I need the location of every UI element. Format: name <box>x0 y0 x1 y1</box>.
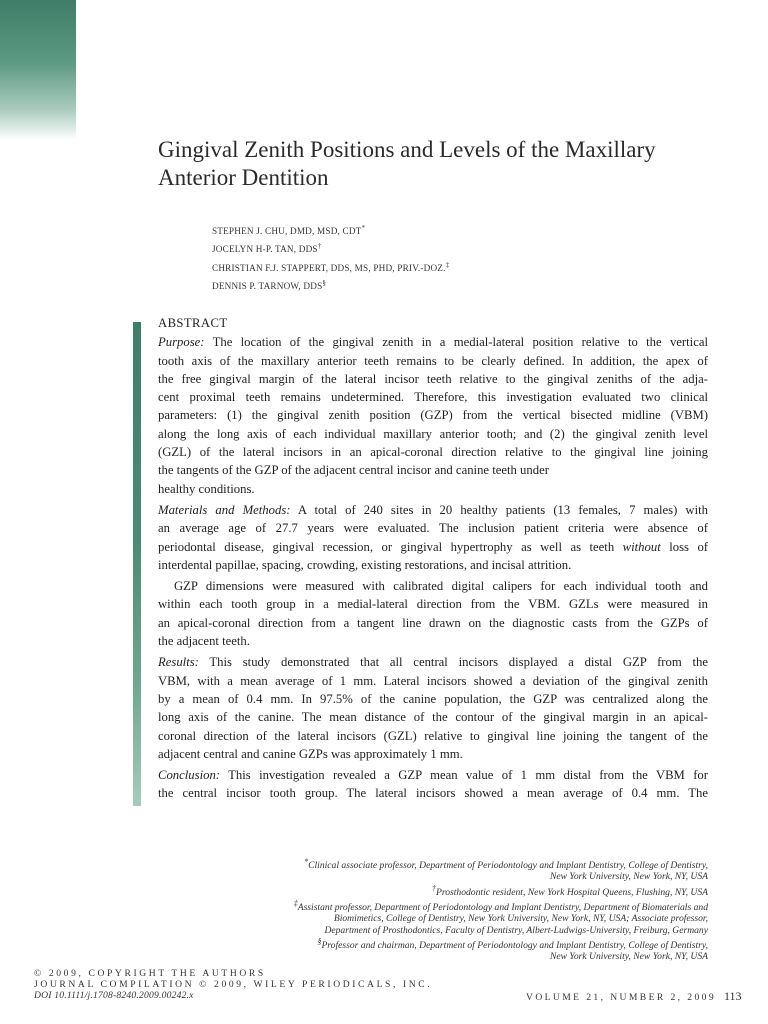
footnote-line <box>160 883 708 898</box>
abstract-line: long axis of the canine. The mean distance of the contour of the gingival margin in an apical- <box>158 710 708 725</box>
abstract-accent-bar <box>133 322 141 806</box>
author-mark: * <box>361 224 366 232</box>
abstract-conclusion <box>158 766 708 803</box>
footnote-mark: § <box>317 936 322 946</box>
author-name: DENNIS P. TARNOW, DDS <box>212 280 323 291</box>
abstract-line: (GZL) of the lateral incisors in an apical-coronal direction relative to the gingival line joining <box>158 445 708 460</box>
abstract-line: the adjacent teeth. <box>158 634 250 649</box>
abstract-heading: ABSTRACT <box>158 316 228 330</box>
methods-text: periodontal disease, gingival recession, or gingival hypertrophy as well as teeth <box>158 539 615 554</box>
abstract-line: the free gingival margin of the lateral incisor teeth relative to the gingival zeniths of the adja- <box>158 371 708 386</box>
footnote-text: Prosthodontic resident, New York Hospital Queens, Flushing, NY, USA <box>435 886 708 898</box>
abstract-line: the tangents of the GZP of the adjacent central incisor and canine teeth under <box>158 463 549 478</box>
purpose-text: The location of the gingival zenith in a medial-lateral position relative to the vertical <box>212 335 708 350</box>
abstract-line: adjacent central and canine GZPs was approximately 1 mm. <box>158 746 463 761</box>
footnote-text: Professor and chairman, Department of Periodontology and Implant Dentistry, College of Dentistry, <box>321 939 708 951</box>
abstract-line <box>158 653 708 671</box>
abstract-results <box>158 653 708 763</box>
conclusion-text: This investigation revealed a GZP mean value of 1 mm distal from the VBM for <box>228 768 708 783</box>
footnote-line: New York University, New York, NY, USA <box>549 951 708 963</box>
doi-link[interactable]: DOI 10.1111/j.1708-8240.2009.00242.x <box>34 990 194 1001</box>
abstract-line: an apical-coronal direction from a tangent line drawn on the diagnostic casts from the GZPs of <box>158 615 708 630</box>
author-name: JOCELYN H-P. TAN, DDS <box>212 244 318 255</box>
copyright-block <box>34 968 432 1001</box>
abstract-line: interdental papillae, spacing, crowding, existing restorations, and incisal attrition. <box>158 557 572 572</box>
footnote-line: Biomimetics, College of Dentistry, New York University, New York, NY, USA; Associate professor, <box>333 913 708 925</box>
corner-color-band <box>0 0 76 140</box>
abstract-line: coronal direction of the lateral incisors (GZL) relative to gingival line joining the tangent of the <box>158 728 708 743</box>
author-mark: † <box>317 242 322 251</box>
abstract-gzp-paragraph <box>158 577 708 650</box>
author-item <box>212 276 449 294</box>
abstract-methods <box>158 501 708 574</box>
methods-text: A total of 240 sites in 20 healthy patients (13 females, 7 males) with <box>297 502 708 517</box>
footnote-text: Clinical associate professor, Department of Periodontology and Implant Dentistry, College of Dentistry, <box>308 860 708 872</box>
author-name: CHRISTIAN F.J. STAPPERT, DDS, MS, PHD, PRIV.-DOZ. <box>212 262 446 273</box>
author-item <box>212 221 449 239</box>
results-label: Results: <box>158 655 199 670</box>
author-mark: ‡ <box>445 260 450 269</box>
author-footnotes <box>160 856 708 962</box>
footnote-text: Assistant professor, Department of Periodontology and Implant Dentistry, Department of Biomaterials and <box>297 902 708 914</box>
methods-label: Materials and Methods: <box>158 502 291 517</box>
abstract-line <box>158 766 708 784</box>
copyright-line: © 2009, COPYRIGHT THE AUTHORS <box>34 968 266 979</box>
footnote-line: Department of Prosthodontics, Faculty of Dentistry, Albert-Ludwigs-University, Freiburg, Germany <box>324 924 708 936</box>
title-line-1: Gingival Zenith Positions and Levels of the Maxillary <box>158 137 656 162</box>
abstract-line: parameters: (1) the gingival zenith position (GZP) from the vertical bisected midline (VBM) <box>158 408 708 423</box>
abstract-line: VBM, with a mean average of 1 mm. Lateral incisors showed a deviation of the gingival zenith <box>158 673 708 688</box>
abstract-line <box>158 501 708 519</box>
abstract-line: an average age of 27.7 years were evaluated. The inclusion patient criteria were absence of <box>158 521 708 536</box>
author-item <box>212 239 449 257</box>
author-mark: § <box>322 278 327 287</box>
methods-emphasis: without <box>622 539 661 554</box>
article-title <box>158 136 728 192</box>
purpose-label: Purpose: <box>158 335 205 350</box>
methods-text: loss of <box>669 539 709 554</box>
abstract-line <box>158 538 708 556</box>
journal-compilation-line: JOURNAL COMPILATION © 2009, WILEY PERIODICALS, INC. <box>34 979 433 990</box>
abstract-line: within each tooth group in a medial-lateral direction from the VBM. GZLs were measured in <box>158 597 708 612</box>
abstract-line <box>158 333 708 351</box>
abstract-line: along the long axis of each individual maxillary anterior tooth; and (2) the gingival zenith level <box>158 426 708 441</box>
author-list <box>212 221 449 294</box>
abstract <box>158 314 708 806</box>
abstract-line: tooth axis of the maxillary anterior teeth remains to be clearly defined. In addition, the apex of <box>158 353 708 368</box>
volume-info: VOLUME 21, NUMBER 2, 2009 <box>526 992 717 1003</box>
abstract-line: by a mean of 0.4 mm. In 97.5% of the canine population, the GZP was centralized along the <box>158 691 708 706</box>
abstract-line <box>158 577 708 595</box>
results-text: This study demonstrated that all central incisors displayed a distal GZP from the <box>209 655 708 670</box>
conclusion-label: Conclusion: <box>158 768 221 783</box>
author-item <box>212 258 449 276</box>
title-line-2: Anterior Dentition <box>158 165 329 190</box>
footnote-line <box>160 898 708 913</box>
abstract-line: cent proximal teeth remains undetermined. Therefore, this investigation evaluated two clinical <box>158 390 708 405</box>
footnote-mark: * <box>304 857 309 866</box>
footnote-line <box>160 936 708 951</box>
page-number: 113 <box>724 989 742 1003</box>
abstract-line: healthy conditions. <box>158 481 255 496</box>
footnote-mark: † <box>431 883 436 893</box>
abstract-line: the central incisor tooth group. The lateral incisors showed a mean average of 0.4 mm. The <box>158 786 708 801</box>
footnote-line <box>160 856 708 871</box>
author-name: STEPHEN J. CHU, DMD, MSD, CDT <box>212 226 362 237</box>
gzp-text: GZP dimensions were measured with calibrated digital calipers for each individual tooth and <box>174 579 708 594</box>
footnote-line: New York University, New York, NY, USA <box>549 871 708 883</box>
abstract-purpose <box>158 333 708 498</box>
footnote-mark: ‡ <box>293 898 298 908</box>
